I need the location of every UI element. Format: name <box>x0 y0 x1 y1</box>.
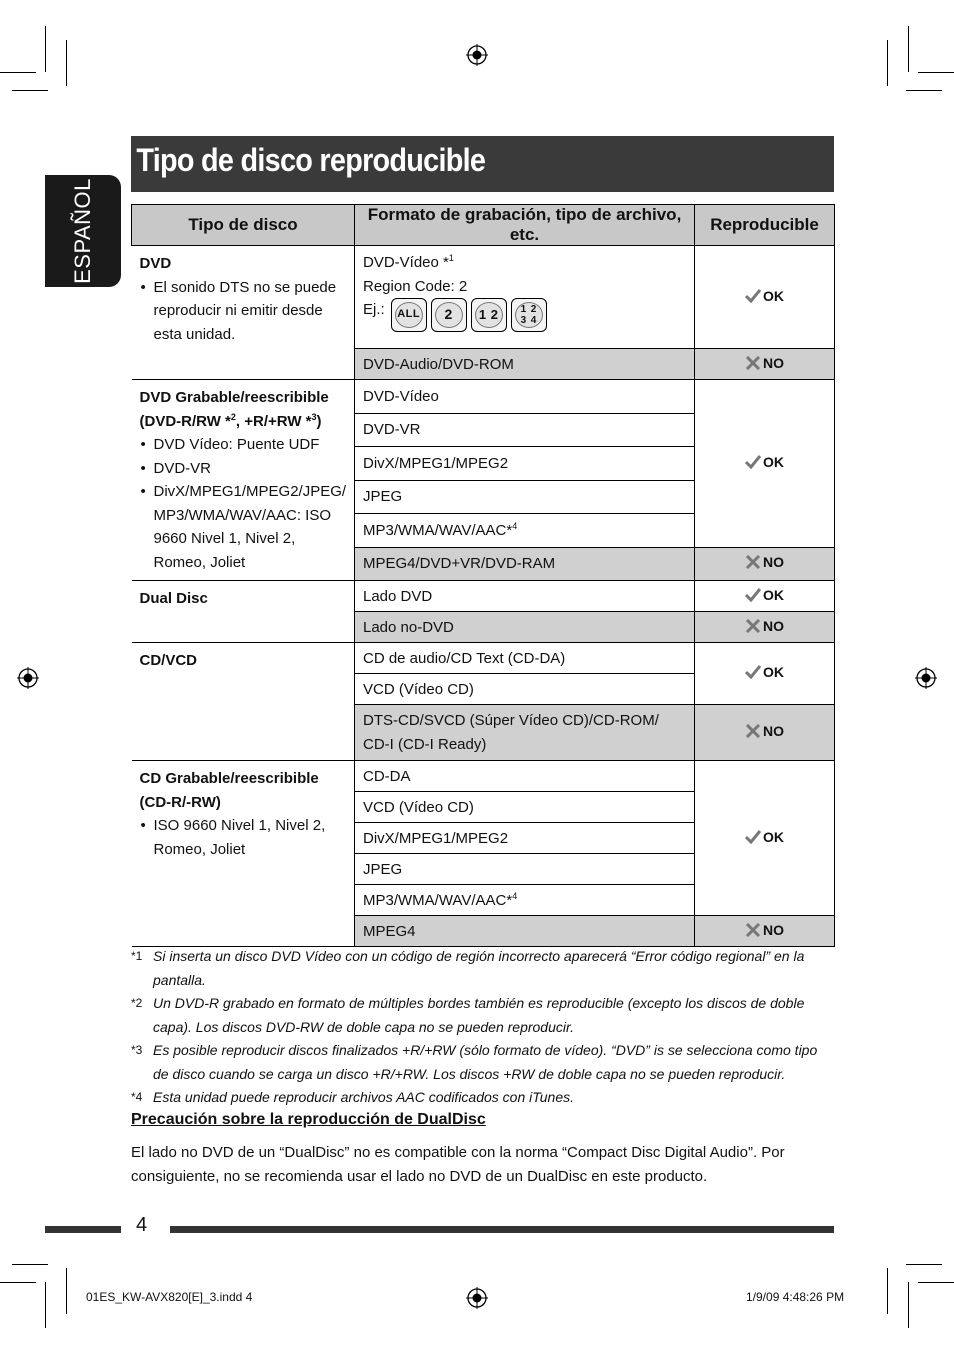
disc-type-cd-vcd <box>132 643 355 761</box>
format-cell: DivX/MPEG1/MPEG2 <box>355 823 695 854</box>
disc-type-title: DVD Grabable/reescribible <box>139 389 329 406</box>
header-disc-type: Tipo de disco <box>132 205 355 246</box>
crop-mark <box>66 1268 67 1314</box>
format-cell: MPEG4/DVD+VR/DVD-RAM <box>355 547 695 581</box>
crop-mark <box>45 1282 46 1328</box>
table-row <box>132 380 835 414</box>
ok-badge: OK <box>745 454 784 470</box>
list-item: • ISO 9660 Nivel 1, Nivel 2, Romeo, Joliet <box>140 814 347 861</box>
crop-mark <box>906 1264 942 1265</box>
crop-mark <box>908 1282 909 1328</box>
crop-mark <box>0 1282 36 1283</box>
table-row <box>132 761 835 792</box>
registration-mark-icon <box>466 44 488 66</box>
format-text: DVD-Vídeo * <box>363 254 449 271</box>
footnote: *1 Si inserta un disco DVD Vídeo con un código de región incorrecto aparecerá “Error código regional” en la pantalla. <box>131 948 805 988</box>
footnotes <box>131 945 834 1110</box>
format-cell <box>355 246 695 349</box>
format-cell: DVD-VR <box>355 413 695 447</box>
format-line: DTS-CD/SVCD (Súper Vídeo CD)/CD-ROM/ <box>363 712 659 729</box>
region-icons <box>391 298 547 332</box>
bullet-list <box>140 433 347 574</box>
footer-bar <box>170 1226 834 1233</box>
precaution-text: El lado no DVD de un “DualDisc” no es compatible con la norma “Compact Disc Digital Audio”. Por consiguiente, no se recomienda usar el lado no DVD de un DualDisc en este producto. <box>131 1144 785 1185</box>
format-cell: JPEG <box>355 480 695 514</box>
crop-mark <box>45 26 46 72</box>
disc-type-cd-recordable <box>132 761 355 947</box>
playable-cell <box>695 349 835 380</box>
format-cell: DVD-Vídeo <box>355 380 695 414</box>
ok-badge: OK <box>745 288 784 304</box>
crop-mark <box>887 1268 888 1314</box>
bullet-list <box>140 814 347 861</box>
region-2-icon: 2 <box>431 298 467 332</box>
check-icon <box>745 830 761 844</box>
disc-type-title: CD Grabable/reescribible <box>139 770 319 787</box>
disc-type-title: CD/VCD <box>139 652 198 669</box>
format-cell: Lado DVD <box>355 581 695 612</box>
no-badge: NO <box>745 618 784 634</box>
format-cell: DivX/MPEG1/MPEG2 <box>355 447 695 481</box>
disc-type-title: DVD <box>139 255 172 272</box>
disc-type-dvd <box>132 246 355 380</box>
language-tab <box>45 175 121 287</box>
crop-mark <box>918 72 954 73</box>
crop-mark <box>908 26 909 72</box>
crop-mark <box>66 40 67 86</box>
no-badge: NO <box>745 554 784 570</box>
crop-mark <box>0 72 36 73</box>
table-row <box>132 643 835 674</box>
crop-mark <box>918 1282 954 1283</box>
ok-badge: OK <box>745 664 784 680</box>
disc-type-title: (CD-R/-RW) <box>139 793 221 811</box>
playable-cell <box>695 380 835 548</box>
format-cell: VCD (Vídeo CD) <box>355 792 695 823</box>
slug-file: 01ES_KW-AVX820[E]_3.indd 4 <box>86 1290 253 1304</box>
playable-cell <box>695 612 835 643</box>
language-tab-label: ESPAÑOL <box>70 178 95 284</box>
list-item: • DivX/MPEG1/MPEG2/JPEG/ MP3/WMA/WAV/AAC: ISO 9660 Nivel 1, Nivel 2, Romeo, Joliet <box>140 480 347 574</box>
list-item: • DVD Vídeo: Puente UDF <box>140 433 347 457</box>
table-row <box>132 246 835 349</box>
playable-cell <box>695 643 835 705</box>
registration-mark-icon <box>17 667 39 689</box>
crop-mark <box>12 1264 48 1265</box>
registration-mark-icon <box>915 667 937 689</box>
cross-icon <box>745 356 761 370</box>
disc-type-dvd-recordable <box>132 380 355 581</box>
crop-mark <box>12 90 48 91</box>
playable-cell <box>695 761 835 916</box>
crop-mark <box>906 90 942 91</box>
check-icon <box>745 289 761 303</box>
disc-type-title: (DVD-R/RW *$^2$, +R/+RW *$^3$) <box>139 411 322 430</box>
cross-icon <box>745 923 761 937</box>
format-line <box>363 251 686 275</box>
footnote-ref: 1 <box>448 253 454 263</box>
cross-icon <box>745 724 761 738</box>
format-cell: MP3/WMA/WAV/AAC*$^4$ <box>355 514 695 548</box>
format-cell: DVD-Audio/DVD-ROM <box>355 349 695 380</box>
disc-type-title: Dual Disc <box>139 590 208 607</box>
check-icon <box>745 588 761 602</box>
no-badge: NO <box>745 922 784 938</box>
playable-cell <box>695 705 835 761</box>
registration-mark-icon <box>466 1287 488 1309</box>
title-bar <box>131 136 834 192</box>
crop-mark <box>887 40 888 86</box>
playable-cell <box>695 246 835 349</box>
ok-badge: OK <box>745 587 784 603</box>
format-cell: JPEG <box>355 854 695 885</box>
format-cell: MPEG4 <box>355 916 695 947</box>
format-cell: CD-DA <box>355 761 695 792</box>
format-line <box>363 298 686 332</box>
playable-cell <box>695 547 835 581</box>
cross-icon <box>745 555 761 569</box>
header-playable: Reproducible <box>695 205 835 246</box>
no-badge: NO <box>745 355 784 371</box>
page-number: 4 <box>136 1214 148 1236</box>
playable-cell <box>695 581 835 612</box>
region-all-icon: ALL <box>391 298 427 332</box>
format-cell <box>355 705 695 761</box>
playable-cell <box>695 916 835 947</box>
footnote: *2 Un DVD-R grabado en formato de múltiples bordes también es reproducible (excepto los discos de doble capa). Los discos DVD-RW de doble capa no se pueden reproducir. <box>131 995 805 1035</box>
cross-icon <box>745 619 761 633</box>
page-title: Tipo de disco reproducible <box>136 142 486 178</box>
format-cell: CD de audio/CD Text (CD-DA) <box>355 643 695 674</box>
region-1-2-icon: 1 2 <box>471 298 507 332</box>
table-header-row <box>132 205 835 246</box>
disc-type-table <box>131 204 835 947</box>
table-row <box>132 581 835 612</box>
check-icon <box>745 665 761 679</box>
check-icon <box>745 455 761 469</box>
footnote: *3 Es posible reproducir discos finalizados +R/+RW (sólo formato de vídeo). “DVD” is se selecciona como tipo de disco cuando se carga un disco +R/+RW. Los discos +RW de doble capa no se pueden reproducir. <box>131 1042 818 1082</box>
format-line: CD-I (CD-I Ready) <box>363 735 487 753</box>
no-badge: NO <box>745 723 784 739</box>
ok-badge: OK <box>745 829 784 845</box>
format-cell: Lado no-DVD <box>355 612 695 643</box>
footer-bar <box>45 1226 121 1233</box>
format-line: Region Code: 2 <box>363 277 468 295</box>
footnote: *4 Esta unidad puede reproducir archivos AAC codificados con iTunes. <box>131 1089 575 1105</box>
slug-date: 1/9/09 4:48:26 PM <box>746 1290 845 1304</box>
list-item: • El sonido DTS no se puede reproducir ni emitir desde esta unidad. <box>140 276 347 347</box>
format-cell: VCD (Vídeo CD) <box>355 674 695 705</box>
bullet-list <box>140 276 347 347</box>
region-1-2-3-4-icon: 1 2 3 4 <box>511 298 547 332</box>
format-text: Ej.: <box>363 301 385 318</box>
header-format: Formato de grabación, tipo de archivo, etc. <box>355 205 695 246</box>
list-item: • DVD-VR <box>140 457 347 481</box>
format-cell: MP3/WMA/WAV/AAC*$^4$ <box>355 885 695 916</box>
disc-type-dual <box>132 581 355 643</box>
precaution-title: Precaución sobre la reproducción de DualDisc <box>131 1111 486 1128</box>
